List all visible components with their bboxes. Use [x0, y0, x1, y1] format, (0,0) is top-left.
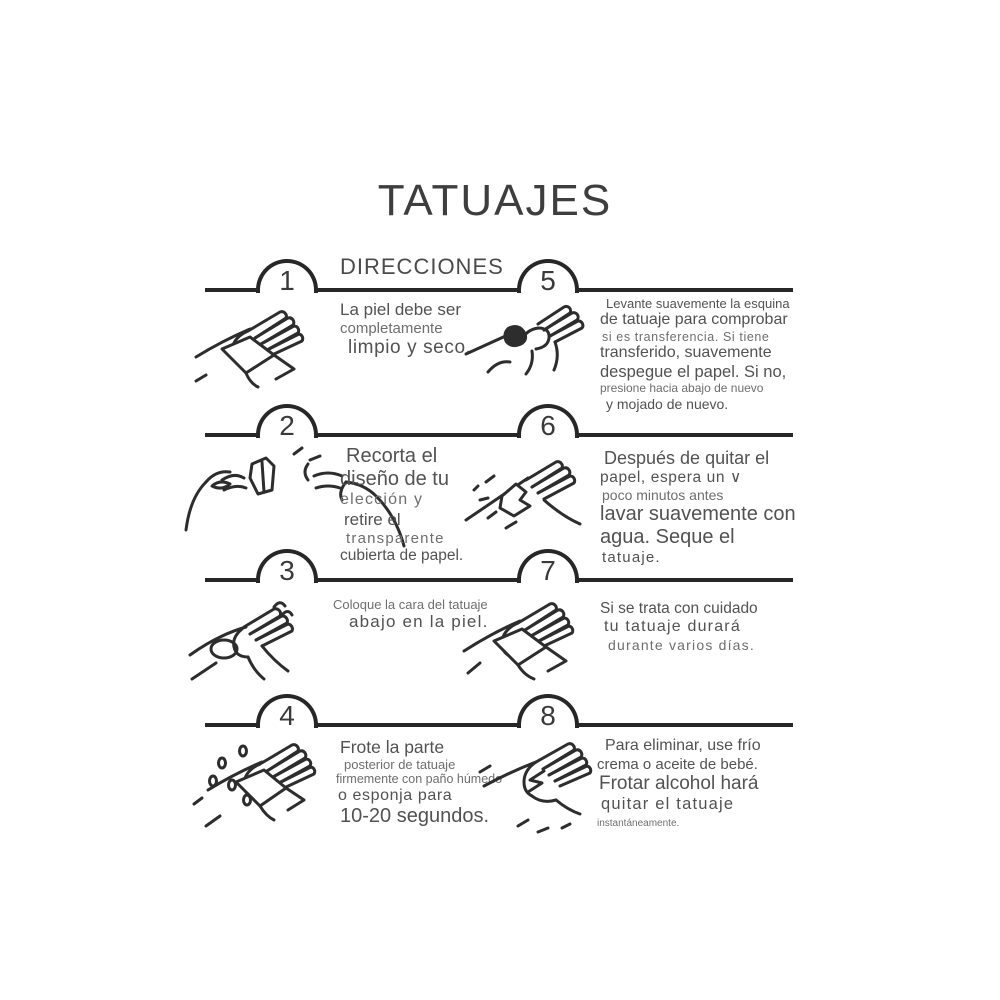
step-text-line: crema o aceite de bebé. — [597, 755, 758, 773]
step-text-line: o esponja para — [338, 786, 453, 804]
step-text-line: cubierta de papel. — [340, 547, 464, 565]
step-text-line: Si se trata con cuidado — [600, 600, 758, 617]
step-number: 5 — [540, 265, 556, 296]
step-number-badge — [256, 549, 318, 586]
step-number: 4 — [279, 700, 295, 731]
step-text-line: abajo en la piel. — [349, 612, 489, 632]
step-text-line: retire el — [344, 509, 401, 529]
step-number-badge — [256, 259, 318, 296]
step-number-badge — [256, 694, 318, 731]
directions-heading: DIRECCIONES — [340, 254, 504, 279]
step-6-hand-washing-tattoo-icon — [462, 440, 612, 550]
page-title: TATUAJES — [377, 176, 613, 225]
step-text-line: lavar suavemente con — [600, 503, 796, 526]
step-number: 7 — [540, 555, 556, 586]
step-text-line: papel, espera un ∨ — [600, 468, 742, 486]
step-text-line: Frote la parte — [340, 737, 445, 757]
step-text-line: instantáneamente. — [597, 818, 680, 830]
step-number: 3 — [279, 555, 295, 586]
step-number-badge — [517, 259, 579, 296]
step-text-line: de tatuaje para comprobar — [600, 311, 788, 329]
step-number: 2 — [279, 410, 295, 441]
step-text-line: La piel debe ser — [340, 300, 461, 319]
step-number: 8 — [540, 700, 556, 731]
step-text-line: presione hacia abajo de nuevo — [600, 380, 764, 395]
section-divider — [205, 700, 793, 731]
step-number: 6 — [540, 410, 556, 441]
step-3-hand-pressing-tattoo-on-skin-icon — [186, 585, 336, 695]
step-text-line: elección y — [340, 491, 424, 509]
step-text-line: Recorta el — [346, 445, 438, 467]
step-text-line: firmemente con paño húmedo — [336, 772, 503, 787]
step-text-line: tu tatuaje durará — [604, 617, 741, 635]
step-text-line: posterior de tatuaje — [344, 757, 456, 773]
step-6-text — [600, 448, 796, 567]
step-text-line: diseño de tu — [340, 468, 449, 491]
step-8-text — [597, 737, 761, 830]
step-text-line: tatuaje. — [602, 549, 661, 567]
step-number-badge — [517, 549, 579, 586]
step-text-line: transparente — [346, 529, 445, 547]
step-text-line: durante varios días. — [608, 636, 755, 653]
step-text-line: agua. Seque el — [600, 526, 735, 549]
step-text-line: Levante suavemente la esquina — [606, 296, 790, 311]
step-number-badge — [256, 404, 318, 441]
step-5-text — [600, 296, 790, 412]
step-text-line: Frotar alcohol hará — [599, 772, 759, 794]
step-7-hand-patting-tattoo-on-arm-icon — [460, 585, 605, 695]
step-5-fingers-lifting-paper-corner-icon — [462, 294, 607, 394]
step-text-line: 10-20 segundos. — [340, 805, 490, 828]
step-text-line: Después de quitar el — [604, 448, 770, 468]
step-text-line: transferido, suavemente — [600, 344, 772, 362]
section-divider — [205, 410, 793, 441]
step-text-line: Para eliminar, use frío — [605, 737, 761, 754]
step-4-hand-pressing-wet-cloth-icon — [186, 728, 338, 843]
step-1-text — [340, 300, 472, 359]
step-2-text — [340, 445, 463, 565]
step-text-line: completamente — [340, 319, 443, 337]
step-text-line: Coloque la cara del tatuaje — [333, 597, 488, 612]
step-text-line: quitar el tatuaje — [601, 794, 735, 813]
step-text-line: y mojado de nuevo. — [606, 395, 729, 412]
step-text-line: despegue el papel. Si no, — [600, 362, 787, 381]
step-7-text — [600, 600, 758, 653]
step-text-line: si es transferencia. Si tiene — [602, 329, 770, 344]
step-text-line: poco minutos antes — [602, 486, 724, 503]
step-text-line: limpio y seco. — [348, 337, 472, 359]
step-1-hand-rubbing-arm-with-cloth-icon — [192, 295, 332, 395]
step-number-badge — [517, 694, 579, 731]
step-number: 1 — [279, 265, 295, 296]
step-number-badge — [517, 404, 579, 441]
